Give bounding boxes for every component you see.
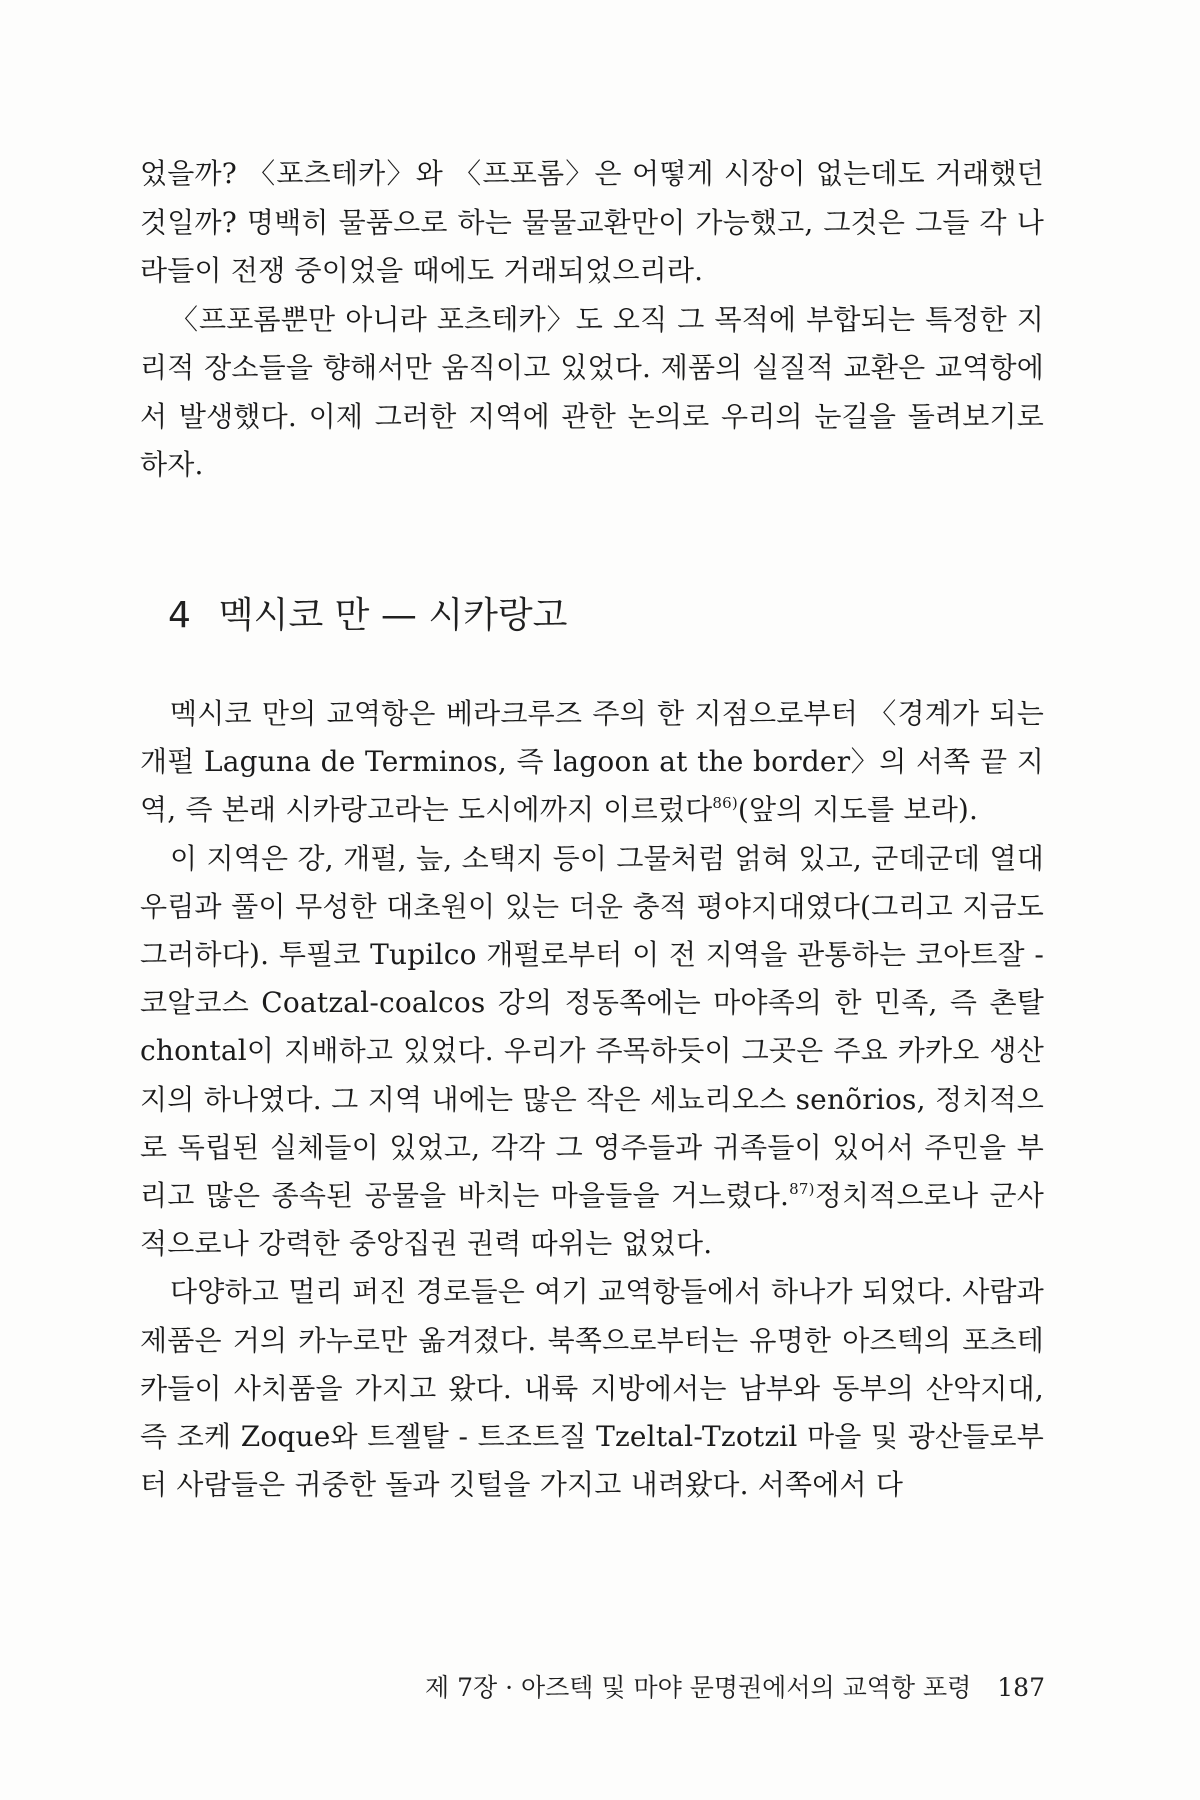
paragraph-3-text-a: 멕시코 만의 교역항은 베라크루즈 주의 한 지점으로부터 〈경계가 되는 개펄 Laguna de Terminos, 즉 lagoon at the border〉의 서쪽 끝 지역, 즉 본래 시카랑고라는 도시에까지 이르렀다 xyxy=(140,697,1044,827)
paragraph-5: 다양하고 멀리 퍼진 경로들은 여기 교역항들에서 하나가 되었다. 사람과 제품은 거의 카누로만 옮겨졌다. 북쪽으로부터는 유명한 아즈텍의 포츠테카들이 사치품을 가지고 왔다. 내륙 지방에서는 남부와 동부의 산악지대, 즉 조케 Zoque와 트젤탈 - 트조트질 Tzeltal-Tzotzil 마을 및 광산들로부터 사람들은 귀중한 돌과 깃털을 가지고 내려왔다. 서쪽에서 다 xyxy=(140,1275,1044,1502)
section-heading xyxy=(168,594,567,638)
page-number: 187 xyxy=(997,1673,1045,1702)
footnote-ref-86: 86) xyxy=(712,794,738,813)
paragraph-3 xyxy=(140,690,1044,835)
running-footer-chapter: 제 7장 · 아즈텍 및 마야 문명권에서의 교역항 포령 xyxy=(425,1673,972,1702)
paragraph-4-text-b: 정치적으로나 군사적으로나 강력한 중앙집권 권력 따위는 없었다. xyxy=(140,1179,1044,1261)
paragraph-2: 〈프포롬뿐만 아니라 포츠테카〉도 오직 그 목적에 부합되는 특정한 지리적 장소들을 향해서만 움직이고 있었다. 제품의 실질적 교환은 교역항에서 발생했다. 이제 그러한 지역에 관한 논의로 우리의 눈길을 돌려보기로 하자. xyxy=(140,302,1044,481)
paragraph-4-text-a: 이 지역은 강, 개펄, 늪, 소택지 등이 그물처럼 얽혀 있고, 군데군데 열대우림과 풀이 무성한 대초원이 있는 더운 충적 평야지대였다(그리고 지금도 그러하다). 투필코 Tupilco 개펄로부터 이 전 지역을 관통하는 코아트잘 - 코알코스 Coatzal-coalcos 강의 정동쪽에는 마야족의 한 민족, 즉 촌탈 chontal이 지배하고 있었다. 우리가 주목하듯이 그곳은 주요 카카오 생산지의 하나였다. 그 지역 내에는 많은 작은 세뇨리오스 senõrios, 정치적으로 독립된 실체들이 있었고, 각각 그 영주들과 귀족들이 있어서 주민을 부리고 많은 종속된 공물을 바치는 마을들을 거느렸다. xyxy=(140,841,1044,1213)
page-footer xyxy=(425,1672,1045,1704)
body-text-section xyxy=(140,690,1044,1509)
paragraph-4 xyxy=(140,835,1044,1269)
section-number: 4 xyxy=(168,595,191,636)
footnote-ref-87: 87) xyxy=(789,1180,815,1199)
body-text-top xyxy=(140,150,1044,490)
paragraph-1: 었을까? 〈포츠테카〉와 〈프포롬〉은 어떻게 시장이 없는데도 거래했던 것일까? 명백히 물품으로 하는 물물교환만이 가능했고, 그것은 그들 각 나라들이 전쟁 중이었을 때에도 거래되었으리라. xyxy=(140,157,1044,287)
section-title: 멕시코 만 — 시카랑고 xyxy=(218,595,568,636)
paragraph-3-text-b: (앞의 지도를 보라). xyxy=(737,793,979,827)
